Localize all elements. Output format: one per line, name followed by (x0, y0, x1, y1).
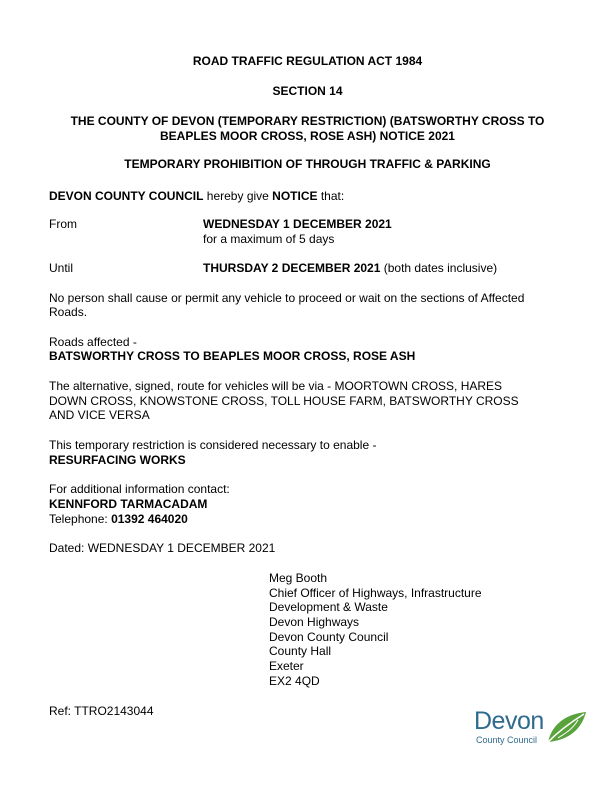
dated-line: Dated: WEDNESDAY 1 DECEMBER 2021 (49, 541, 276, 555)
signatory-org: Devon County Council (269, 630, 389, 644)
from-label: From (49, 217, 77, 231)
contact-label: For additional information contact: (49, 482, 230, 496)
signatory-building: County Hall (269, 644, 332, 658)
from-date: WEDNESDAY 1 DECEMBER 2021 (203, 217, 392, 231)
signatory-dept: Devon Highways (269, 615, 360, 629)
roads-affected-label: Roads affected - (49, 335, 137, 349)
section-heading: SECTION 14 (272, 84, 343, 98)
reference-number: Ref: TTRO2143044 (49, 704, 154, 718)
alternative-route-line-1: The alternative, signed, route for vehicles will be via - MOORTOWN CROSS, HARES (49, 379, 503, 393)
logo-wordmark: Devon (474, 707, 544, 735)
notice-title-line-1: THE COUNTY OF DEVON (TEMPORARY RESTRICTION) (BATSWORTHY CROSS TO (70, 114, 545, 128)
duration-text: for a maximum of 5 days (203, 232, 335, 246)
notice-word: NOTICE (272, 189, 318, 203)
alternative-route-line-2: DOWN CROSS, KNOWSTONE CROSS, TOLL HOUSE FARM, BATSWORTHY CROSS (49, 394, 519, 408)
reason-label: This temporary restriction is considered necessary to enable - (49, 438, 377, 452)
contact-telephone (49, 512, 188, 527)
until-line (203, 261, 497, 276)
alternative-route-line-3: AND VICE VERSA (49, 408, 150, 422)
prohibition-line-1: No person shall cause or permit any vehicle to proceed or wait on the sections of Affected (49, 291, 525, 305)
telephone-number: 01392 464020 (111, 512, 188, 526)
give-text: hereby give (203, 189, 273, 203)
signatory-role-line-1: Chief Officer of Highways, Infrastructure (269, 586, 482, 600)
devon-county-council-logo (474, 706, 589, 752)
restriction-subject: TEMPORARY PROHIBITION OF THROUGH TRAFFIC & PARKING (124, 157, 491, 171)
that-text: that: (317, 189, 345, 203)
logo-subtitle: County Council (476, 735, 538, 745)
prohibition-line-2: Roads. (49, 305, 88, 319)
signatory-role-line-2: Development & Waste (269, 600, 388, 614)
until-label: Until (49, 261, 74, 275)
notice-intro (49, 189, 344, 204)
act-heading: ROAD TRAFFIC REGULATION ACT 1984 (192, 54, 423, 68)
roads-affected-value: BATSWORTHY CROSS TO BEAPLES MOOR CROSS, ROSE ASH (49, 349, 416, 363)
until-note: (both dates inclusive) (380, 261, 498, 275)
contact-company: KENNFORD TARMACADAM (49, 497, 208, 511)
notice-title-line-2: BEAPLES MOOR CROSS, ROSE ASH) NOTICE 2021 (160, 129, 455, 143)
leaf-icon (544, 708, 588, 744)
telephone-label: Telephone: (49, 512, 112, 526)
reason-value: RESURFACING WORKS (49, 453, 186, 467)
signatory-postcode: EX2 4QD (269, 674, 320, 688)
council-name: DEVON COUNTY COUNCIL (49, 189, 204, 203)
signatory-name: Meg Booth (269, 571, 328, 585)
until-date: THURSDAY 2 DECEMBER 2021 (203, 261, 381, 275)
signatory-city: Exeter (269, 659, 304, 673)
